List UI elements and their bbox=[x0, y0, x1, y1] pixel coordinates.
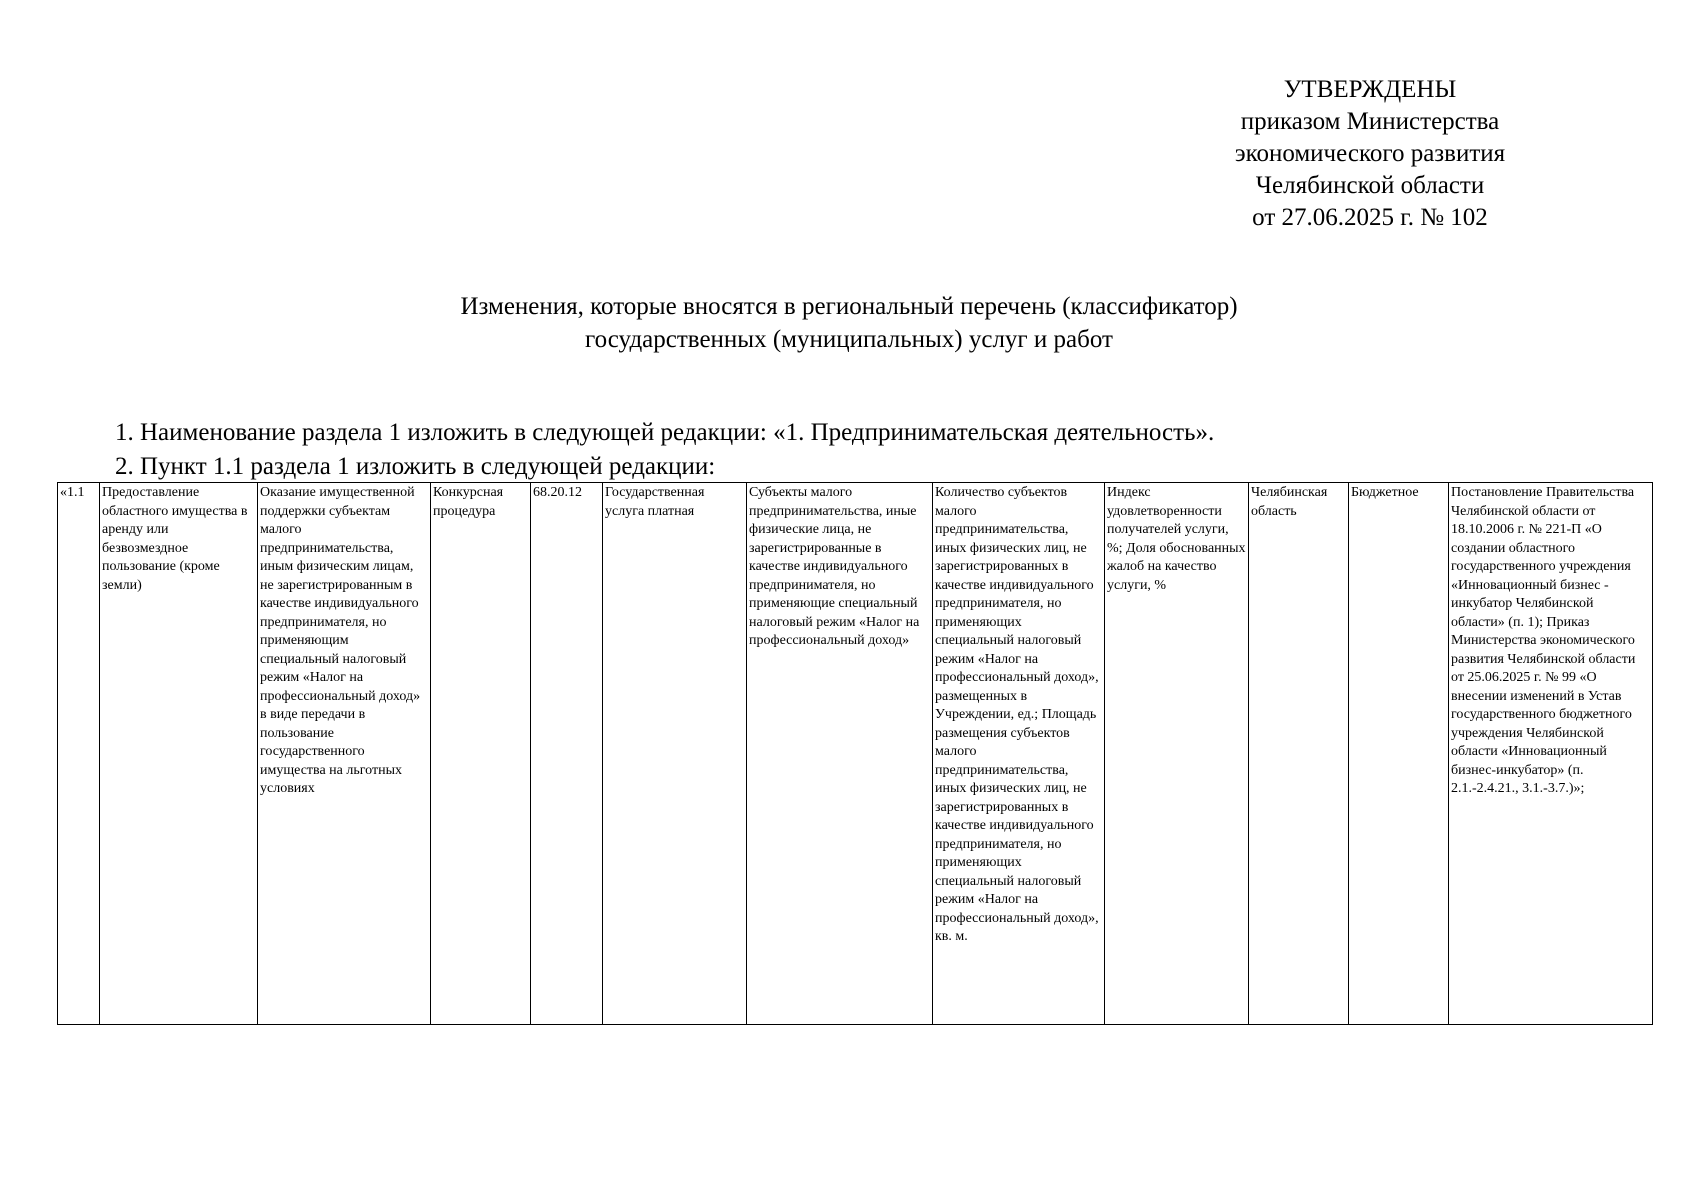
cell-service-type: Государственная услуга платная bbox=[603, 483, 747, 1025]
cell-legal-basis: Постановление Правительства Челябинской области от 18.10.2006 г. № 221-П «О создании областного государственного учреждения «Инновационный бизнес - инкубатор Челябинской области» (п. 1); Приказ Министерства экономического развития Челябинской области от 25.06.2025 г. № 99 «О внесении изменений в Устав государственного бюджетного учреждения Челябинской области «Инновационный бизнес-инкубатор» (п. 2.1.-2.4.21., 3.1.-3.7.)»; bbox=[1449, 483, 1653, 1025]
approval-line-2: приказом Министерства bbox=[1240, 108, 1500, 135]
cell-okved-code: 68.20.12 bbox=[531, 483, 603, 1025]
approval-line-5: от 27.06.2025 г. № 102 bbox=[1252, 204, 1488, 231]
document-title-line-1: Изменения, которые вносятся в региональный перечень (классификатор) bbox=[460, 293, 1238, 320]
cell-region: Челябинская область bbox=[1249, 483, 1349, 1025]
point-1-text: 1. Наименование раздела 1 изложить в следующей редакции: «1. Предпринимательская деятельность». bbox=[115, 419, 1215, 446]
cell-procedure: Конкурсная процедура bbox=[431, 483, 531, 1025]
approval-line-3: экономического развития bbox=[1234, 140, 1506, 167]
approval-line-4: Челябинской области bbox=[1255, 172, 1485, 199]
cell-recipients: Субъекты малого предпринимательства, иные физические лица, не зарегистрированные в качестве индивидуального предпринимателя, но применяющие специальный налоговый режим «Налог на профессиональный доход» bbox=[747, 483, 933, 1025]
document-title bbox=[0, 290, 1698, 356]
document-title-line-2: государственных (муниципальных) услуг и работ bbox=[585, 326, 1113, 353]
cell-institution-type: Бюджетное bbox=[1349, 483, 1449, 1025]
approval-line-1: УТВЕРЖДЕНЫ bbox=[1283, 76, 1457, 103]
cell-service-name: Предоставление областного имущества в аренду или безвозмездное пользование (кроме земли) bbox=[100, 483, 258, 1025]
point-2-text: 2. Пункт 1.1 раздела 1 изложить в следующей редакции: bbox=[115, 453, 716, 480]
approval-stamp bbox=[1180, 74, 1560, 234]
classifier-table bbox=[57, 482, 1653, 1025]
table-row bbox=[58, 483, 1653, 1025]
cell-volume-indicators: Количество субъектов малого предпринимательства, иных физических лиц, не зарегистрированных в качестве индивидуального предпринимателя, но применяющих специальный налоговый режим «Налог на профессиональный доход», размещенных в Учреждении, ед.; Площадь размещения субъектов малого предпринимательства, иных физических лиц, не зарегистрированных в качестве индивидуального предпринимателя, но применяющих специальный налоговый режим «Налог на профессиональный доход», кв. м. bbox=[933, 483, 1105, 1025]
cell-quality-indicators: Индекс удовлетворенности получателей услуги, %; Доля обоснованных жалоб на качество услуги, % bbox=[1105, 483, 1249, 1025]
cell-service-content: Оказание имущественной поддержки субъектам малого предпринимательства, иным физическим лицам, не зарегистрированным в качестве индивидуального предпринимателя, но применяющим специальный налоговый режим «Налог на профессиональный доход» в виде передачи в пользование государственного имущества на льготных условиях bbox=[258, 483, 431, 1025]
cell-item-number: «1.1 bbox=[58, 483, 100, 1025]
